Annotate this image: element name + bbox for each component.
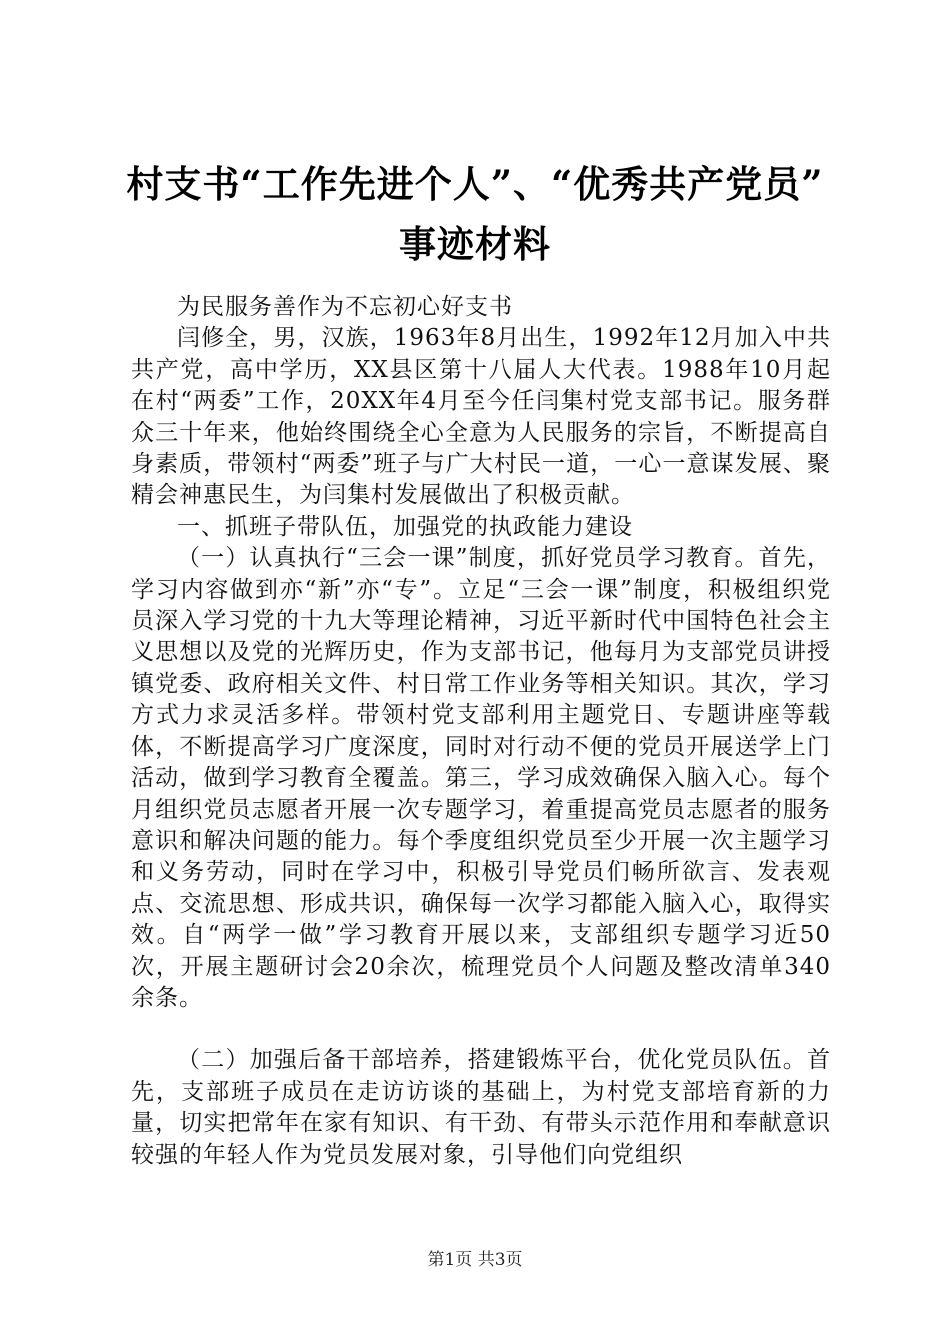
paragraph-intro: 闫修全，男，汉族，1963年8月出生，1992年12月加入中共共产党，高中学历，XX县区第十八届人大代表。1988年10月起在村“两委”工作，20XX年4月至今任闫集村党支部书记。服务群众三十年来，他始终围绕全心全意为人民服务的宗旨，不断提高自身素质，带领村“两委”班子与广大村民一道，一心一意谋发展、聚精会神惠民生，为闫集村发展做出了积极贡献。 bbox=[131, 325, 831, 509]
document-title-line-2: 事迹材料 bbox=[399, 222, 551, 266]
document-subtitle: 为民服务善作为不忘初心好支书 bbox=[177, 294, 513, 320]
page-footer: 第1页 共3页 bbox=[427, 1250, 523, 1270]
paragraph-part-one: （一）认真执行“三会一课”制度，抓好党员学习教育。首先，学习内容做到亦“新”亦“专”。立足“三会一课”制度，积极组织党员深入学习党的十九大等理论精神，习近平新时代中国特色社会主义思想以及党的光辉历史，作为支部书记，他每月为支部党员讲授镇党委、政府相关文件、村日常工作业务等相关知识。其次，学习方式力求灵活多样。带领村党支部利用主题党日、专题讲座等载体，不断提高学习广度深度，同时对行动不便的党员开展送学上门活动，做到学习教育全覆盖。第三，学习成效确保入脑入心。每个月组织党员志愿者开展一次专题学习，着重提高党员志愿者的服务意识和解决问题的能力。每个季度组织党员至少开展一次主题学习和义务劳动，同时在学习中，积极引导党员们畅所欲言、发表观点、交流思想、形成共识，确保每一次学习都能入脑入心，取得实效。自“两学一做”学习教育开展以来，支部组织专题学习近50次，开展主题研讨会20余次，梳理党员个人问题及整改清单340余条。 bbox=[131, 545, 831, 1011]
section-heading: 一、抓班子带队伍，加强党的执政能力建设 bbox=[177, 513, 633, 540]
document-body bbox=[131, 292, 831, 1171]
document-title-line-1: 村支书“工作先进个人”、“优秀共产党员” bbox=[126, 162, 824, 206]
paragraph-part-two: （二）加强后备干部培养，搭建锻炼平台，优化党员队伍。首先，支部班子成员在走访访谈的基础上，为村党支部培育新的力量，切实把常年在家有知识、有干劲、有带头示范作用和奉献意识较强的年轻人作为党员发展对象，引导他们向党组织 bbox=[131, 1047, 831, 1168]
